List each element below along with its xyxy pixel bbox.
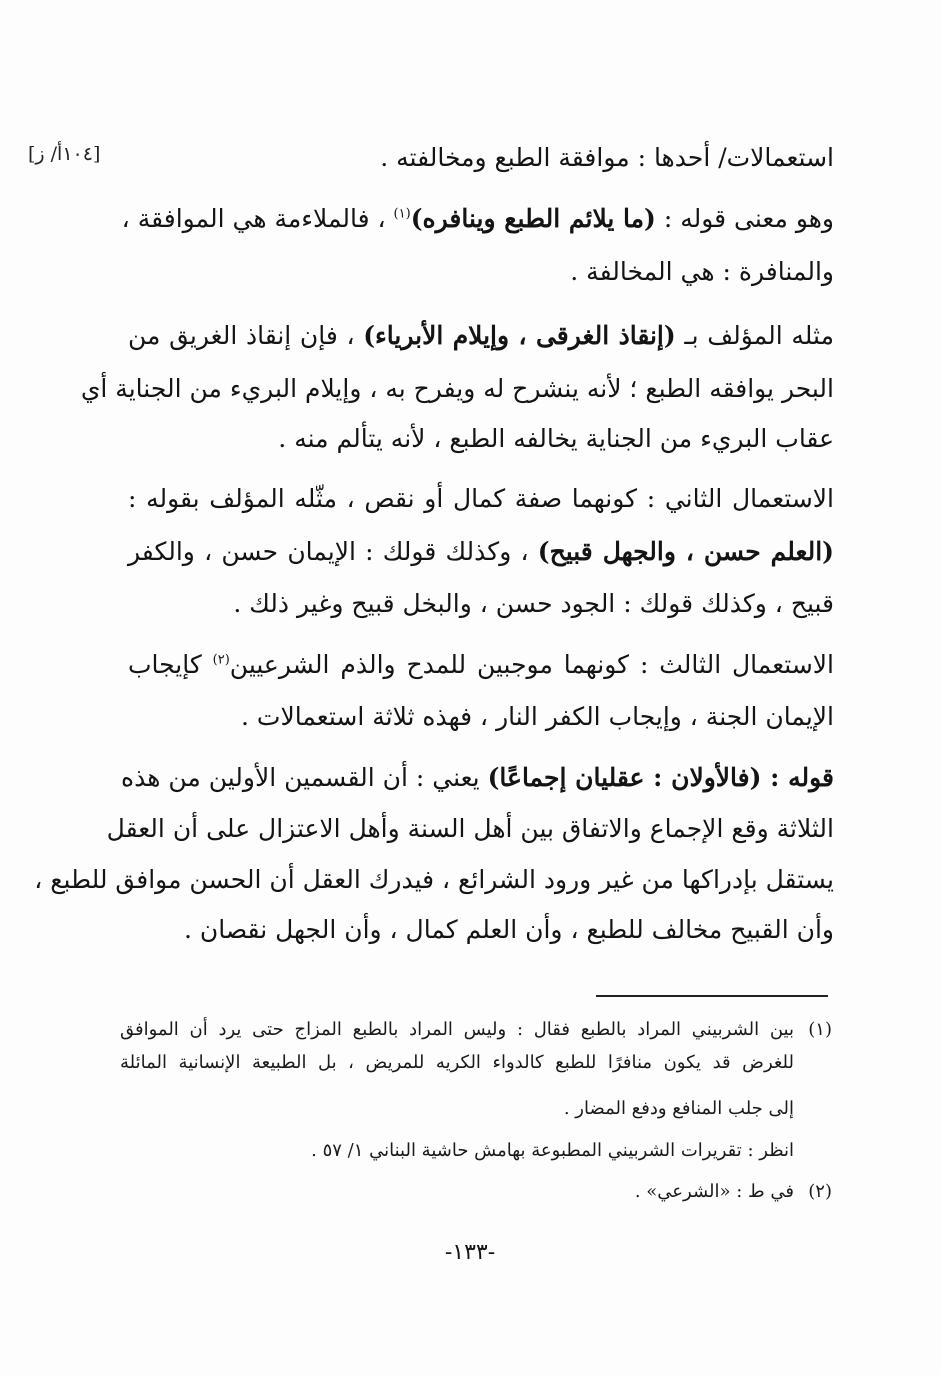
text-run: ، فالملاءمة هي الموافقة ،: [121, 204, 394, 233]
footnote-number-1: (١): [808, 1019, 832, 1040]
footnote-separator: [596, 995, 828, 997]
page-number: -١٣٣-: [444, 1240, 496, 1265]
body-line-14: يستقل بإدراكها من غير ورود الشرائع ، فيدرك العقل أن الحسن موافق للطبع ،: [34, 865, 834, 894]
body-line-4: [128, 321, 834, 351]
quoted-text: (العلم حسن ، والجهل قبيح): [537, 537, 835, 566]
text-run: كإيجاب: [128, 650, 213, 679]
marginal-manuscript-ref: [١٠٤أ/ ز]: [28, 143, 101, 165]
body-line-12: [120, 763, 834, 793]
footnote-ref-2: (٢): [212, 652, 230, 668]
quoted-text: (إنقاذ الغرقى ، وإيلام الأبرياء): [363, 321, 676, 350]
body-line-7: الاستعمال الثاني : كونهما صفة كمال أو نقص ، مثّله المؤلف بقوله :: [128, 484, 834, 513]
body-line-6: عقاب البريء من الجناية يخالفه الطبع ، لأنه يتألم منه .: [278, 424, 834, 453]
footnote-number-2: (٢): [808, 1181, 832, 1202]
body-line-1: استعمالات/ أحدها : موافقة الطبع ومخالفته .: [380, 143, 834, 172]
footnote-ref-1: (١): [393, 206, 411, 222]
body-line-13: الثلاثة وقع الإجماع والاتفاق بين أهل السنة وأهل الاعتزال على أن العقل: [106, 814, 834, 843]
footnote-2: [120, 1180, 832, 1204]
footnote-1-line-3: إلى جلب المنافع ودفع المضار .: [563, 1098, 794, 1119]
quoted-text: (ما يلائم الطبع وينافره): [410, 204, 656, 233]
quoted-text: (فالأولان : عقليان إجماعًا): [487, 763, 762, 792]
footnote-1-line-1: [120, 1018, 832, 1042]
footnote-1-line-4: انظر : تقريرات الشربيني المطبوعة بهامش حاشية البناني ١/ ٥٧ .: [311, 1140, 794, 1161]
text-run: ، فإن إنقاذ الغريق من: [128, 321, 364, 350]
body-line-11: الإيمان الجنة ، وإيجاب الكفر النار ، فهذه ثلاثة استعمالات .: [241, 702, 834, 731]
body-line-9: قبيح ، وكذلك قولك : الجود حسن ، والبخل قبيح وغير ذلك .: [233, 589, 834, 618]
body-line-5: البحر يوافقه الطبع ؛ لأنه ينشرح له ويفرح به ، وإيلام البريء من الجناية أي: [80, 374, 834, 403]
text-run: مثله المؤلف بـ: [675, 321, 834, 350]
text-run: في ط : «الشرعي» .: [634, 1181, 794, 1202]
footnote-1-line-2: للغرض قد يكون منافرًا للطبع كالدواء الكريه للمريض ، بل الطبيعة الإنسانية المائلة: [120, 1052, 794, 1073]
body-line-8: [128, 537, 834, 567]
text-run: ، وكذلك قولك : الإيمان حسن ، والكفر: [128, 537, 538, 566]
body-line-15: وأن القبيح مخالف للطبع ، وأن العلم كمال ، وأن الجهل نقصان .: [184, 915, 834, 944]
text-run: بين الشربيني المراد بالطبع فقال : وليس المراد بالطبع المزاج حتى يرد أن الموافق: [120, 1019, 794, 1040]
body-line-3: والمنافرة : هي المخالفة .: [570, 257, 834, 286]
quoted-label: قوله :: [761, 763, 834, 792]
text-run: يعني : أن القسمين الأولين من هذه: [120, 763, 488, 792]
body-line-10: [128, 650, 834, 680]
body-line-2: [121, 204, 834, 234]
text-run: وهو معنى قوله :: [655, 204, 834, 233]
text-run: الاستعمال الثالث : كونهما موجبين للمدح والذم الشرعيين: [229, 650, 835, 679]
